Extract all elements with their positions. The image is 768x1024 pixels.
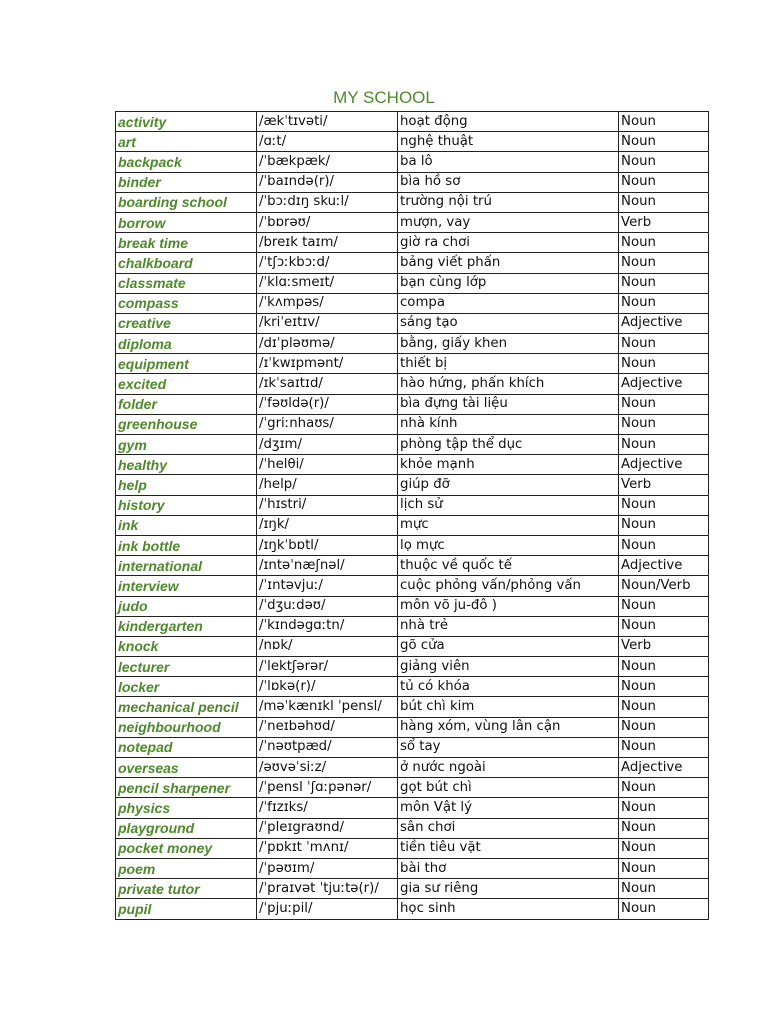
vocab-part-of-speech: Noun: [619, 273, 709, 293]
vocab-meaning: tiền tiêu vặt: [398, 838, 619, 858]
table-row: [116, 273, 709, 293]
table-row: [116, 636, 709, 656]
vocab-meaning: bảng viết phấn: [398, 253, 619, 273]
vocab-word: break time: [116, 233, 257, 253]
vocab-pronunciation: /ˈpensl ˈʃɑːpənər/: [257, 778, 398, 798]
vocab-pronunciation: /ˈpɒkɪt ˈmʌnɪ/: [257, 838, 398, 858]
vocab-meaning: sân chơi: [398, 818, 619, 838]
vocab-part-of-speech: Noun: [619, 798, 709, 818]
vocab-meaning: thuộc về quốc tế: [398, 556, 619, 576]
vocab-word: diploma: [116, 334, 257, 354]
vocab-meaning: compa: [398, 293, 619, 313]
vocab-word: ink bottle: [116, 535, 257, 555]
table-row: [116, 717, 709, 737]
vocab-pronunciation: /ɑːt/: [257, 132, 398, 152]
vocab-meaning: giảng viên: [398, 657, 619, 677]
vocab-word: help: [116, 475, 257, 495]
vocab-word: mechanical pencil: [116, 697, 257, 717]
table-row: [116, 112, 709, 132]
table-row: [116, 535, 709, 555]
vocab-meaning: học sinh: [398, 899, 619, 919]
table-row: [116, 495, 709, 515]
vocab-pronunciation: /ækˈtɪvəti/: [257, 112, 398, 132]
vocab-pronunciation: /ɪkˈsaɪtɪd/: [257, 374, 398, 394]
vocab-part-of-speech: Noun: [619, 354, 709, 374]
vocab-part-of-speech: Noun: [619, 394, 709, 414]
vocab-word: creative: [116, 313, 257, 333]
vocab-pronunciation: /ˈpleɪgraʊnd/: [257, 818, 398, 838]
vocab-part-of-speech: Noun: [619, 616, 709, 636]
vocab-word: overseas: [116, 758, 257, 778]
vocab-pronunciation: /breɪk taɪm/: [257, 233, 398, 253]
vocab-part-of-speech: Adjective: [619, 758, 709, 778]
table-row: [116, 778, 709, 798]
vocab-meaning: bút chì kim: [398, 697, 619, 717]
table-row: [116, 596, 709, 616]
vocab-meaning: lọ mực: [398, 535, 619, 555]
vocab-word: chalkboard: [116, 253, 257, 273]
table-row: [116, 374, 709, 394]
table-row: [116, 192, 709, 212]
vocab-pronunciation: /ˈhɪstri/: [257, 495, 398, 515]
vocab-part-of-speech: Noun/Verb: [619, 576, 709, 596]
page-title: MY SCHOOL: [333, 88, 435, 107]
table-row: [116, 414, 709, 434]
vocab-word: private tutor: [116, 879, 257, 899]
vocab-pronunciation: /ˈɪntəvjuː/: [257, 576, 398, 596]
vocab-part-of-speech: Noun: [619, 838, 709, 858]
vocab-meaning: nhà trẻ: [398, 616, 619, 636]
table-row: [116, 435, 709, 455]
vocab-pronunciation: /ˈfɪzɪks/: [257, 798, 398, 818]
vocab-part-of-speech: Noun: [619, 414, 709, 434]
table-row: [116, 132, 709, 152]
table-row: [116, 576, 709, 596]
vocab-pronunciation: /help/: [257, 475, 398, 495]
table-row: [116, 798, 709, 818]
vocab-pronunciation: /ˈkʌmpəs/: [257, 293, 398, 313]
vocab-pronunciation: /ˈbækpæk/: [257, 152, 398, 172]
vocab-meaning: lịch sử: [398, 495, 619, 515]
vocab-pronunciation: /ɪŋkˈbɒtl/: [257, 535, 398, 555]
vocab-part-of-speech: Noun: [619, 334, 709, 354]
vocab-word: neighbourhood: [116, 717, 257, 737]
vocab-pronunciation: /ˈdʒuːdəʊ/: [257, 596, 398, 616]
vocab-pronunciation: /ˈpəʊɪm/: [257, 858, 398, 878]
table-row: [116, 879, 709, 899]
vocab-meaning: môn Vật lý: [398, 798, 619, 818]
vocab-part-of-speech: Noun: [619, 112, 709, 132]
vocab-meaning: sáng tạo: [398, 313, 619, 333]
table-row: [116, 394, 709, 414]
vocab-meaning: phòng tập thể dục: [398, 435, 619, 455]
vocab-meaning: hàng xóm, vùng lân cận: [398, 717, 619, 737]
vocab-pronunciation: /dɪˈpləʊmə/: [257, 334, 398, 354]
table-row: [116, 657, 709, 677]
vocab-word: knock: [116, 636, 257, 656]
vocab-part-of-speech: Noun: [619, 778, 709, 798]
vocab-meaning: giúp đỡ: [398, 475, 619, 495]
vocab-meaning: hào hứng, phấn khích: [398, 374, 619, 394]
vocab-meaning: cuộc phỏng vấn/phỏng vấn: [398, 576, 619, 596]
vocab-pronunciation: /ˈpraɪvət ˈtjuːtə(r)/: [257, 879, 398, 899]
vocab-word: pupil: [116, 899, 257, 919]
vocab-word: notepad: [116, 737, 257, 757]
vocab-pronunciation: /ˈlektʃərər/: [257, 657, 398, 677]
vocab-meaning: hoạt động: [398, 112, 619, 132]
vocab-pronunciation: /ˈgriːnhaʊs/: [257, 414, 398, 434]
vocab-pronunciation: /kriˈeɪtɪv/: [257, 313, 398, 333]
vocab-word: pocket money: [116, 838, 257, 858]
table-row: [116, 172, 709, 192]
vocab-meaning: bìa hồ sơ: [398, 172, 619, 192]
table-row: [116, 758, 709, 778]
table-row: [116, 737, 709, 757]
vocab-pronunciation: /nɒk/: [257, 636, 398, 656]
vocab-pronunciation: /ˈtʃɔːkbɔːd/: [257, 253, 398, 273]
vocab-meaning: trường nội trú: [398, 192, 619, 212]
vocab-part-of-speech: Verb: [619, 212, 709, 232]
vocab-meaning: giờ ra chơi: [398, 233, 619, 253]
vocab-pronunciation: /ˈlɒkə(r)/: [257, 677, 398, 697]
table-row: [116, 152, 709, 172]
vocab-meaning: bạn cùng lớp: [398, 273, 619, 293]
vocab-part-of-speech: Noun: [619, 596, 709, 616]
vocab-word: kindergarten: [116, 616, 257, 636]
table-row: [116, 354, 709, 374]
vocab-part-of-speech: Noun: [619, 899, 709, 919]
vocab-meaning: tủ có khóa: [398, 677, 619, 697]
vocab-part-of-speech: Verb: [619, 636, 709, 656]
vocab-pronunciation: /ˈnəʊtpæd/: [257, 737, 398, 757]
vocab-word: healthy: [116, 455, 257, 475]
vocab-part-of-speech: Noun: [619, 818, 709, 838]
vocab-pronunciation: /dʒɪm/: [257, 435, 398, 455]
vocab-meaning: khỏe mạnh: [398, 455, 619, 475]
vocab-meaning: nghệ thuật: [398, 132, 619, 152]
vocab-meaning: nhà kính: [398, 414, 619, 434]
vocab-pronunciation: /ˈkɪndəgɑːtn/: [257, 616, 398, 636]
vocab-word: folder: [116, 394, 257, 414]
vocab-meaning: bài thơ: [398, 858, 619, 878]
vocabulary-table: [115, 111, 709, 920]
vocab-pronunciation: /ˈbɔːdɪŋ skuːl/: [257, 192, 398, 212]
vocab-meaning: ba lô: [398, 152, 619, 172]
vocab-part-of-speech: Noun: [619, 515, 709, 535]
vocab-word: gym: [116, 435, 257, 455]
table-row: [116, 818, 709, 838]
vocab-word: locker: [116, 677, 257, 697]
vocab-meaning: gõ cửa: [398, 636, 619, 656]
vocab-pronunciation: /ɪŋk/: [257, 515, 398, 535]
vocab-word: binder: [116, 172, 257, 192]
vocab-word: pencil sharpener: [116, 778, 257, 798]
vocab-part-of-speech: Noun: [619, 293, 709, 313]
vocab-pronunciation: /ˈklɑːsmeɪt/: [257, 273, 398, 293]
table-row: [116, 677, 709, 697]
vocab-part-of-speech: Noun: [619, 192, 709, 212]
vocab-word: international: [116, 556, 257, 576]
table-row: [116, 455, 709, 475]
table-row: [116, 212, 709, 232]
table-row: [116, 233, 709, 253]
vocab-word: playground: [116, 818, 257, 838]
vocab-part-of-speech: Noun: [619, 677, 709, 697]
vocab-part-of-speech: Noun: [619, 737, 709, 757]
table-row: [116, 838, 709, 858]
vocab-meaning: ở nước ngoài: [398, 758, 619, 778]
vocab-word: backpack: [116, 152, 257, 172]
vocab-part-of-speech: Noun: [619, 879, 709, 899]
vocab-pronunciation: /ˈpjuːpil/: [257, 899, 398, 919]
vocab-word: poem: [116, 858, 257, 878]
vocab-word: classmate: [116, 273, 257, 293]
vocab-word: compass: [116, 293, 257, 313]
vocab-part-of-speech: Noun: [619, 253, 709, 273]
vocab-word: judo: [116, 596, 257, 616]
vocab-pronunciation: /ɪˈkwɪpmənt/: [257, 354, 398, 374]
table-row: [116, 475, 709, 495]
vocab-pronunciation: /əʊvəˈsiːz/: [257, 758, 398, 778]
vocab-meaning: mượn, vay: [398, 212, 619, 232]
vocab-word: greenhouse: [116, 414, 257, 434]
table-row: [116, 616, 709, 636]
vocab-part-of-speech: Noun: [619, 435, 709, 455]
vocab-meaning: bìa đựng tài liệu: [398, 394, 619, 414]
vocab-part-of-speech: Noun: [619, 495, 709, 515]
vocab-pronunciation: /ˈneɪbəhʊd/: [257, 717, 398, 737]
vocab-part-of-speech: Adjective: [619, 556, 709, 576]
table-row: [116, 253, 709, 273]
vocab-meaning: bằng, giấy khen: [398, 334, 619, 354]
vocab-word: equipment: [116, 354, 257, 374]
vocab-part-of-speech: Noun: [619, 697, 709, 717]
vocab-word: ink: [116, 515, 257, 535]
table-row: [116, 313, 709, 333]
vocab-pronunciation: /ˈfəʊldə(r)/: [257, 394, 398, 414]
vocab-part-of-speech: Noun: [619, 657, 709, 677]
vocab-word: art: [116, 132, 257, 152]
vocabulary-table-body: [116, 112, 709, 920]
vocab-meaning: thiết bị: [398, 354, 619, 374]
table-row: [116, 858, 709, 878]
vocab-word: interview: [116, 576, 257, 596]
vocab-part-of-speech: Noun: [619, 172, 709, 192]
vocab-word: activity: [116, 112, 257, 132]
vocab-word: lecturer: [116, 657, 257, 677]
vocab-meaning: gia sư riêng: [398, 879, 619, 899]
vocab-part-of-speech: Noun: [619, 858, 709, 878]
vocab-part-of-speech: Adjective: [619, 455, 709, 475]
table-row: [116, 293, 709, 313]
vocab-word: physics: [116, 798, 257, 818]
vocab-part-of-speech: Noun: [619, 717, 709, 737]
table-row: [116, 515, 709, 535]
vocab-word: boarding school: [116, 192, 257, 212]
vocab-part-of-speech: Adjective: [619, 374, 709, 394]
vocab-pronunciation: /ˈbɒrəʊ/: [257, 212, 398, 232]
vocab-word: history: [116, 495, 257, 515]
vocab-part-of-speech: Noun: [619, 132, 709, 152]
vocab-part-of-speech: Noun: [619, 233, 709, 253]
vocab-meaning: sổ tay: [398, 737, 619, 757]
vocab-part-of-speech: Verb: [619, 475, 709, 495]
vocab-part-of-speech: Noun: [619, 535, 709, 555]
table-row: [116, 697, 709, 717]
table-row: [116, 334, 709, 354]
vocab-pronunciation: /ˈbaɪndə(r)/: [257, 172, 398, 192]
vocab-part-of-speech: Adjective: [619, 313, 709, 333]
table-row: [116, 556, 709, 576]
vocab-pronunciation: /məˈkænɪkl ˈpensl/: [257, 697, 398, 717]
vocab-part-of-speech: Noun: [619, 152, 709, 172]
vocab-meaning: mực: [398, 515, 619, 535]
vocab-pronunciation: /ˈhelθi/: [257, 455, 398, 475]
vocab-word: excited: [116, 374, 257, 394]
vocab-word: borrow: [116, 212, 257, 232]
vocab-pronunciation: /ɪntəˈnæʃnəl/: [257, 556, 398, 576]
vocab-meaning: gọt bút chì: [398, 778, 619, 798]
table-row: [116, 899, 709, 919]
vocab-meaning: môn võ ju-đô ): [398, 596, 619, 616]
